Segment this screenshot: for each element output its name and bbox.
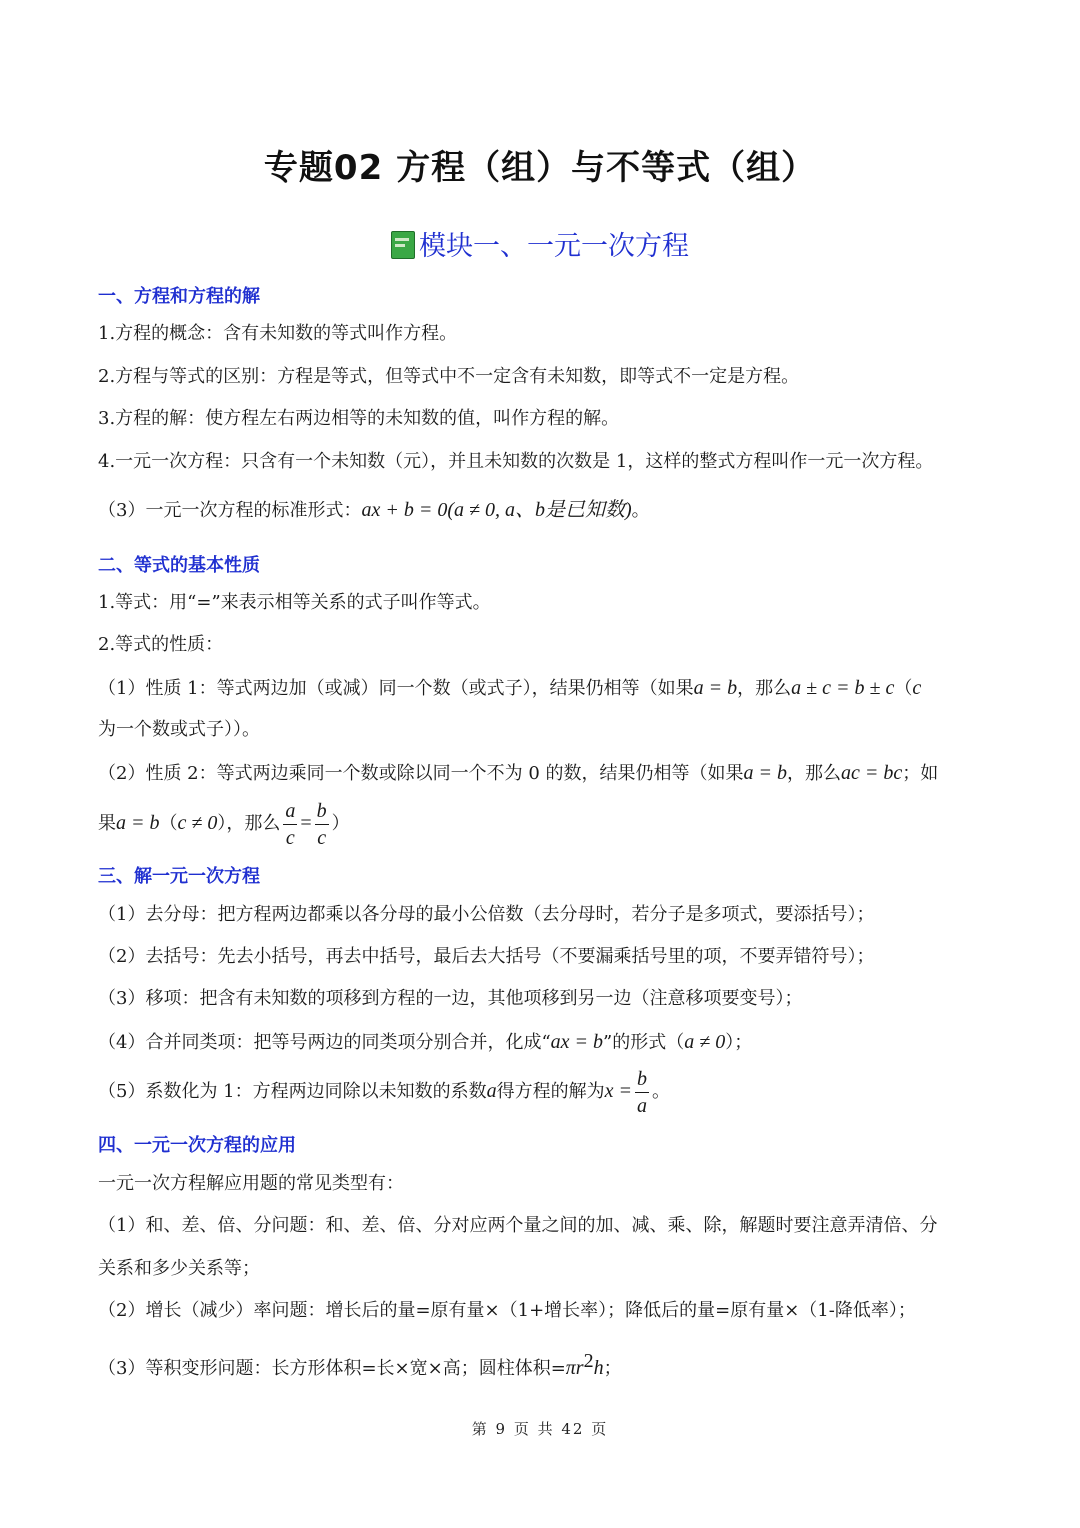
section-heading-2: 二、等式的基本性质 <box>98 555 260 576</box>
text: （1）性质 1：等式两边加（或减）同一个数（或式子），结果仍相等（如果 <box>98 678 694 699</box>
paragraph: （2）增长（减少）率问题：增长后的量=原有量×（1+增长率）；降低后的量=原有量×（1-降低率）； <box>98 1300 916 1321</box>
module-title <box>0 224 1080 263</box>
formula: x = <box>604 1080 632 1102</box>
paragraph-property-2 <box>98 762 988 785</box>
text: 果 <box>98 813 116 834</box>
text: （5）系数化为 1：方程两边同除以未知数的系数 <box>98 1081 487 1102</box>
text: ；如 <box>902 763 939 784</box>
formula: ac = bc <box>841 762 903 784</box>
formula: c ≠ 0 <box>177 812 218 834</box>
text: （ <box>894 678 913 699</box>
paragraph: （1）和、差、倍、分问题：和、差、倍、分对应两个量之间的加、减、乘、除，解题时要注意弄清倍、分 <box>98 1215 938 1236</box>
equals-sign: = <box>300 812 312 834</box>
paragraph: 1.等式：用“=”来表示相等关系的式子叫作等式。 <box>98 592 491 613</box>
numerator: a <box>283 801 297 825</box>
page-title: 专题02 方程（组）与不等式（组） <box>263 148 817 188</box>
paragraph: 2.方程与等式的区别：方程是等式，但等式中不一定含有未知数，即等式不一定是方程。 <box>98 366 800 387</box>
formula: c <box>912 677 922 699</box>
formula: a <box>486 1080 497 1102</box>
section-heading-1: 一、方程和方程的解 <box>98 286 260 307</box>
fraction-b-over-c <box>315 801 329 848</box>
paragraph-coefficient <box>98 1064 988 1119</box>
text: ，那么 <box>787 763 842 784</box>
text: ） <box>331 813 350 834</box>
formula: a = b <box>743 762 788 784</box>
formula: a = b <box>693 677 738 699</box>
text: ，那么 <box>737 678 792 699</box>
superscript: 2 <box>583 1350 594 1372</box>
text: ； <box>603 1358 622 1379</box>
section-heading-3: 三、解一元一次方程 <box>98 866 260 887</box>
denominator: a <box>637 1094 647 1117</box>
paragraph: 为一个数或式子））。 <box>98 719 260 740</box>
paragraph: 一元一次方程解应用题的常见类型有： <box>98 1173 404 1194</box>
paragraph: 2.等式的性质： <box>98 634 224 655</box>
text: ），那么 <box>217 813 281 834</box>
text: （3）等积变形问题：长方形体积=长×宽×高；圆柱体积= <box>98 1358 566 1379</box>
paragraph: （2）去括号：先去小括号，再去中括号，最后去大括号（不要漏乘括号里的项，不要弄错符号）； <box>98 946 875 967</box>
paragraph-volume <box>98 1350 988 1380</box>
denominator: c <box>317 826 327 849</box>
text: （3）一元一次方程的标准形式： <box>98 500 362 521</box>
text: （4）合并同类项：把等号两边的同类项分别合并，化成“ <box>98 1032 551 1053</box>
formula: ax = b <box>550 1031 604 1053</box>
paragraph-combine-terms <box>98 1031 988 1054</box>
fraction-b-over-a <box>635 1069 649 1116</box>
formula: ax + b = 0(a ≠ 0, a、b是已知数) <box>361 499 632 521</box>
paragraph: 3.方程的解：使方程左右两边相等的未知数的值，叫作方程的解。 <box>98 408 620 429</box>
paragraph: 关系和多少关系等； <box>98 1258 260 1279</box>
numerator: b <box>315 801 329 825</box>
section-heading-4: 四、一元一次方程的应用 <box>98 1135 296 1156</box>
text: 。 <box>652 1081 670 1102</box>
paragraph: 4.一元一次方程：只含有一个未知数（元），并且未知数的次数是 1，这样的整式方程叫作一元一次方程。 <box>98 451 934 472</box>
formula: a = b <box>116 812 160 834</box>
text: 得方程的解为 <box>496 1081 605 1102</box>
paragraph-standard-form <box>98 499 988 522</box>
text: ”的形式（ <box>603 1032 685 1053</box>
formula: a ≠ 0 <box>684 1031 726 1053</box>
paragraph-property-2-cont <box>98 796 988 851</box>
paragraph: 1.方程的概念：含有未知数的等式叫作方程。 <box>98 323 458 344</box>
module-title-text: 模块一、一元一次方程 <box>419 231 689 262</box>
fraction-a-over-c <box>283 801 297 848</box>
paragraph: （3）移项：把含有未知数的项移到方程的一边，其他项移到另一边（注意移项要变号）； <box>98 988 803 1009</box>
numerator: b <box>635 1069 649 1093</box>
denominator: c <box>285 826 295 849</box>
page-footer: 第 9 页 共 42 页 <box>471 1420 609 1438</box>
formula: a ± c = b ± c <box>791 677 895 699</box>
paragraph-property-1 <box>98 677 988 700</box>
book-icon <box>391 231 415 259</box>
text: 。 <box>631 500 650 521</box>
paragraph: （1）去分母：把方程两边都乘以各分母的最小公倍数（去分母时，若分子是多项式，要添括号）； <box>98 904 875 925</box>
formula: πr <box>565 1357 584 1379</box>
formula: h <box>593 1357 604 1379</box>
text: （ <box>159 813 178 834</box>
text: （2）性质 2：等式两边乘同一个数或除以同一个不为 0 的数，结果仍相等（如果 <box>98 763 744 784</box>
text: ）； <box>725 1032 753 1053</box>
